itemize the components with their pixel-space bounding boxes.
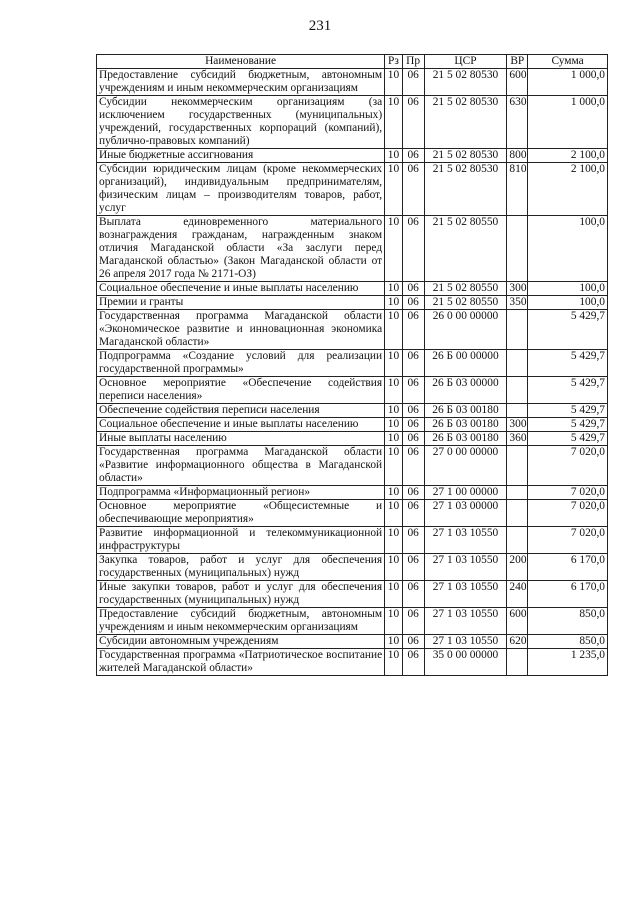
table-row: [97, 418, 608, 432]
cell-vr: 300: [507, 418, 528, 432]
cell-sum: 100,0: [528, 296, 608, 310]
cell-name: Социальное обеспечение и иные выплаты населению: [97, 418, 385, 432]
cell-name: Закупка товаров, работ и услуг для обеспечения государственных (муниципальных) нужд: [97, 554, 385, 581]
cell-vr: 600: [507, 608, 528, 635]
cell-rz: 10: [385, 608, 403, 635]
cell-csr: 21 5 02 80550: [424, 216, 507, 282]
table-row: [97, 69, 608, 96]
table-row: [97, 527, 608, 554]
cell-rz: 10: [385, 377, 403, 404]
cell-pr: 06: [402, 432, 424, 446]
cell-vr: [507, 216, 528, 282]
cell-vr: 200: [507, 554, 528, 581]
cell-rz: 10: [385, 418, 403, 432]
cell-rz: 10: [385, 554, 403, 581]
cell-vr: [507, 649, 528, 676]
table-row: [97, 649, 608, 676]
cell-vr: [507, 500, 528, 527]
page-number: 231: [308, 18, 332, 34]
cell-pr: 06: [402, 418, 424, 432]
cell-vr: [507, 446, 528, 486]
cell-rz: 10: [385, 404, 403, 418]
cell-sum: 1 235,0: [528, 649, 608, 676]
cell-rz: 10: [385, 69, 403, 96]
cell-vr: 600: [507, 69, 528, 96]
table-row: [97, 377, 608, 404]
table-row: [97, 216, 608, 282]
cell-sum: 5 429,7: [528, 350, 608, 377]
table-row: [97, 310, 608, 350]
cell-rz: 10: [385, 96, 403, 149]
table-header-row: [97, 55, 608, 69]
header-rz: Рз: [385, 55, 403, 69]
cell-rz: 10: [385, 350, 403, 377]
cell-sum: 5 429,7: [528, 377, 608, 404]
cell-pr: 06: [402, 296, 424, 310]
cell-pr: 06: [402, 581, 424, 608]
cell-csr: 27 0 00 00000: [424, 446, 507, 486]
cell-rz: 10: [385, 500, 403, 527]
cell-name: Субсидии некоммерческим организациям (за исключением государственных (муниципальных) учреждений, государственных корпораций (компаний), публично-правовых компаний): [97, 96, 385, 149]
cell-pr: 06: [402, 608, 424, 635]
header-pr: Пр: [402, 55, 424, 69]
table-row: [97, 446, 608, 486]
cell-vr: 240: [507, 581, 528, 608]
cell-sum: 1 000,0: [528, 69, 608, 96]
table-row: [97, 296, 608, 310]
cell-sum: 1 000,0: [528, 96, 608, 149]
cell-name: Субсидии автономным учреждениям: [97, 635, 385, 649]
table-row: [97, 282, 608, 296]
cell-csr: 27 1 03 10550: [424, 581, 507, 608]
cell-pr: 06: [402, 649, 424, 676]
cell-csr: 27 1 03 10550: [424, 608, 507, 635]
cell-pr: 06: [402, 404, 424, 418]
cell-name: Премии и гранты: [97, 296, 385, 310]
cell-vr: 350: [507, 296, 528, 310]
cell-csr: 26 Б 03 00180: [424, 418, 507, 432]
cell-name: Иные выплаты населению: [97, 432, 385, 446]
cell-sum: 100,0: [528, 282, 608, 296]
cell-name: Выплата единовременного материального вознаграждения гражданам, награжденным знаком отличия Магаданской области «За заслуги перед Магаданской областью» (Закон Магаданской области от 26 апреля 2017 года № 2171-ОЗ): [97, 216, 385, 282]
cell-csr: 27 1 03 10550: [424, 635, 507, 649]
cell-sum: 5 429,7: [528, 310, 608, 350]
cell-sum: 2 100,0: [528, 149, 608, 163]
table-row: [97, 635, 608, 649]
cell-sum: 7 020,0: [528, 446, 608, 486]
cell-pr: 06: [402, 149, 424, 163]
cell-vr: 300: [507, 282, 528, 296]
table-row: [97, 404, 608, 418]
cell-pr: 06: [402, 500, 424, 527]
cell-name: Иные закупки товаров, работ и услуг для обеспечения государственных (муниципальных) нужд: [97, 581, 385, 608]
cell-name: Государственная программа «Патриотическое воспитание жителей Магаданской области»: [97, 649, 385, 676]
cell-vr: [507, 310, 528, 350]
table-row: [97, 432, 608, 446]
table-row: [97, 581, 608, 608]
cell-rz: 10: [385, 527, 403, 554]
cell-vr: [507, 404, 528, 418]
cell-name: Предоставление субсидий бюджетным, автономным учреждениям и иным некоммерческим организациям: [97, 608, 385, 635]
cell-pr: 06: [402, 350, 424, 377]
cell-rz: 10: [385, 649, 403, 676]
cell-csr: 26 Б 03 00000: [424, 377, 507, 404]
table-row: [97, 554, 608, 581]
cell-vr: [507, 377, 528, 404]
cell-csr: 21 5 02 80550: [424, 282, 507, 296]
header-sum: Сумма: [528, 55, 608, 69]
cell-csr: 26 Б 03 00180: [424, 404, 507, 418]
cell-name: Основное мероприятие «Обеспечение содействия переписи населения»: [97, 377, 385, 404]
cell-name: Государственная программа Магаданской области «Развитие информационного общества в Магаданской области»: [97, 446, 385, 486]
cell-csr: 27 1 00 00000: [424, 486, 507, 500]
cell-pr: 06: [402, 69, 424, 96]
cell-csr: 21 5 02 80530: [424, 149, 507, 163]
cell-pr: 06: [402, 635, 424, 649]
table-body: [97, 69, 608, 676]
cell-name: Подпрограмма «Информационный регион»: [97, 486, 385, 500]
cell-rz: 10: [385, 310, 403, 350]
cell-vr: [507, 350, 528, 377]
cell-pr: 06: [402, 527, 424, 554]
cell-vr: [507, 527, 528, 554]
cell-sum: 7 020,0: [528, 500, 608, 527]
cell-sum: 850,0: [528, 608, 608, 635]
cell-vr: 620: [507, 635, 528, 649]
cell-sum: 6 170,0: [528, 581, 608, 608]
cell-sum: 5 429,7: [528, 404, 608, 418]
cell-pr: 06: [402, 216, 424, 282]
cell-rz: 10: [385, 216, 403, 282]
cell-sum: 2 100,0: [528, 163, 608, 216]
cell-csr: 27 1 03 10550: [424, 554, 507, 581]
table-row: [97, 149, 608, 163]
cell-csr: 26 0 00 00000: [424, 310, 507, 350]
cell-rz: 10: [385, 163, 403, 216]
cell-pr: 06: [402, 446, 424, 486]
cell-sum: 6 170,0: [528, 554, 608, 581]
cell-sum: 5 429,7: [528, 432, 608, 446]
cell-name: Социальное обеспечение и иные выплаты населению: [97, 282, 385, 296]
cell-pr: 06: [402, 96, 424, 149]
cell-name: Предоставление субсидий бюджетным, автономным учреждениям и иным некоммерческим организациям: [97, 69, 385, 96]
cell-name: Государственная программа Магаданской области «Экономическое развитие и инновационная экономика Магаданской области»: [97, 310, 385, 350]
cell-rz: 10: [385, 149, 403, 163]
cell-csr: 26 Б 03 00180: [424, 432, 507, 446]
cell-csr: 21 5 02 80550: [424, 296, 507, 310]
cell-vr: 810: [507, 163, 528, 216]
cell-sum: 5 429,7: [528, 418, 608, 432]
cell-name: Иные бюджетные ассигнования: [97, 149, 385, 163]
cell-name: Основное мероприятие «Общесистемные и обеспечивающие мероприятия»: [97, 500, 385, 527]
cell-csr: 27 1 03 10550: [424, 527, 507, 554]
budget-table: [96, 54, 608, 676]
table-row: [97, 608, 608, 635]
cell-csr: 26 Б 00 00000: [424, 350, 507, 377]
table-row: [97, 350, 608, 377]
cell-sum: 850,0: [528, 635, 608, 649]
cell-rz: 10: [385, 282, 403, 296]
cell-vr: 800: [507, 149, 528, 163]
cell-sum: 7 020,0: [528, 486, 608, 500]
cell-csr: 21 5 02 80530: [424, 69, 507, 96]
header-name: Наименование: [97, 55, 385, 69]
cell-vr: 630: [507, 96, 528, 149]
cell-sum: 7 020,0: [528, 527, 608, 554]
cell-rz: 10: [385, 296, 403, 310]
cell-name: Подпрограмма «Создание условий для реализации государственной программы»: [97, 350, 385, 377]
cell-name: Развитие информационной и телекоммуникационной инфраструктуры: [97, 527, 385, 554]
cell-pr: 06: [402, 282, 424, 296]
cell-rz: 10: [385, 635, 403, 649]
cell-vr: 360: [507, 432, 528, 446]
cell-csr: 27 1 03 00000: [424, 500, 507, 527]
cell-vr: [507, 486, 528, 500]
table-row: [97, 500, 608, 527]
cell-csr: 21 5 02 80530: [424, 96, 507, 149]
cell-rz: 10: [385, 446, 403, 486]
cell-pr: 06: [402, 486, 424, 500]
cell-csr: 35 0 00 00000: [424, 649, 507, 676]
cell-csr: 21 5 02 80530: [424, 163, 507, 216]
cell-rz: 10: [385, 432, 403, 446]
cell-pr: 06: [402, 163, 424, 216]
cell-pr: 06: [402, 554, 424, 581]
header-csr: ЦСР: [424, 55, 507, 69]
table-row: [97, 163, 608, 216]
cell-rz: 10: [385, 486, 403, 500]
cell-name: Обеспечение содействия переписи населения: [97, 404, 385, 418]
cell-rz: 10: [385, 581, 403, 608]
table-row: [97, 96, 608, 149]
cell-pr: 06: [402, 310, 424, 350]
table-row: [97, 486, 608, 500]
cell-sum: 100,0: [528, 216, 608, 282]
header-vr: ВР: [507, 55, 528, 69]
cell-pr: 06: [402, 377, 424, 404]
cell-name: Субсидии юридическим лицам (кроме некоммерческих организаций), индивидуальным предпринимателям, физическим лицам – производителям товаров, работ, услуг: [97, 163, 385, 216]
